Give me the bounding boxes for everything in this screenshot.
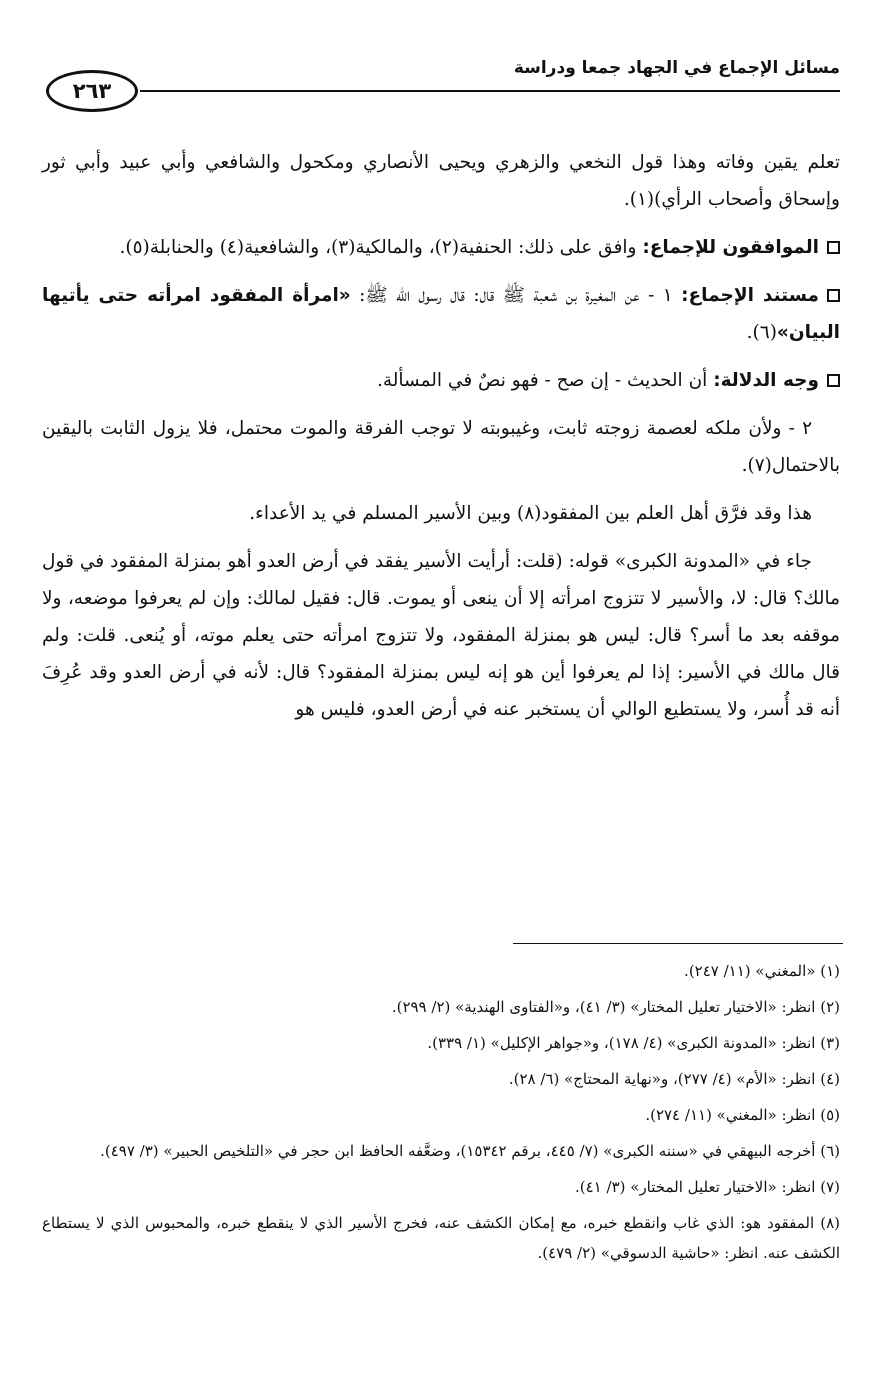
footnote: (٦) أخرجه البيهقي في «سننه الكبرى» (٧/ ٤٤٥، برقم ١٥٣٤٢)، وضعَّفه الحافظ ابن حجر في «التلخيص الحبير» (٣/ ٤٩٧). [100, 1142, 840, 1160]
square-bullet-icon [827, 374, 840, 387]
paragraph-consensus-agreers [42, 229, 840, 266]
section-text: ١ - عن المغيرة بن شعبة ﷺ قال: قال رسول الله ﷺ: [359, 285, 673, 306]
paragraph-7: جاء في «المدونة الكبرى» قوله: (قلت: أرأيت الأسير يفقد في أرض العدو أهو بمنزلة المفقود في قول مالك؟ قال: لا، والأسير لا تتزوج امرأته إلا أن ينعى أو يموت. قال: فقيل لمالك: وإن لم يعرفوا موضعه، ولا موقفه بعد ما أسر؟ قال: ليس هو بمنزلة المفقود، ولا تتزوج امرأته حتى يعلم موته، أو يُنعى. قلت: ولم قال مالك في الأسير: إذا لم يعرفوا أين هو إنه ليس بمنزلة المفقود؟ قال: لأنه في أرض العدو وقد عُرِفَ أنه قد أُسر، ولا يستطيع الوالي أن يستخبر عنه في أرض العدو، فليس هو [42, 551, 840, 720]
hadith-quote: «امرأة المفقود امرأته حتى يأتيها البيان» [42, 285, 840, 343]
section-lead: مستند الإجماع: [681, 285, 819, 306]
footnote: (٤) انظر: «الأم» (٤/ ٢٧٧)، و«نهاية المحتاج» (٦/ ٢٨). [508, 1070, 840, 1088]
footnote-separator [513, 943, 843, 944]
footnotes [42, 956, 840, 1274]
paragraph-evidence [42, 362, 840, 399]
footnote: (٢) انظر: «الاختيار تعليل المختار» (٣/ ٤١)، و«الفتاوى الهندية» (٢/ ٢٩٩). [391, 998, 840, 1016]
running-title: مسائل الإجماع في الجهاد جمعا ودراسة [513, 58, 840, 78]
square-bullet-icon [827, 289, 840, 302]
paragraph-6: هذا وقد فرَّق أهل العلم بين المفقود(٨) وبين الأسير المسلم في يد الأعداء. [249, 503, 812, 524]
footnote: (٧) انظر: «الاختيار تعليل المختار» (٣/ ٤١). [575, 1178, 840, 1196]
page-header [40, 40, 840, 120]
main-text [42, 144, 840, 739]
section-text: وافق على ذلك: الحنفية(٢)، والمالكية(٣)، والشافعية(٤) والحنابلة(٥). [119, 237, 637, 258]
footnote: (٣) انظر: «المدونة الكبرى» (٤/ ١٧٨)، و«جواهر الإكليل» (١/ ٣٣٩). [427, 1034, 840, 1052]
footnote: (٨) المفقود هو: الذي غاب وانقطع خبره، مع إمكان الكشف عنه، فخرج الأسير الذي لا ينقطع خبره، والمحبوس الذي لا يستطاع الكشف عنه. انظر: «حاشية الدسوقي» (٢/ ٤٧٩). [42, 1214, 840, 1262]
square-bullet-icon [827, 241, 840, 254]
section-text: أن الحديث - إن صح - فهو نصٌ في المسألة. [376, 370, 708, 391]
header-rule [140, 90, 840, 92]
footnote: (١) «المغني» (١١/ ٢٤٧). [684, 962, 840, 980]
paragraph-5: ٢ - ولأن ملكه لعصمة زوجته ثابت، وغيبوبته لا توجب الفرقة والموت محتمل، فلا يزول الثابت باليقين بالاحتمال(٧). [42, 418, 840, 476]
page-number: ٢٦٣ [46, 70, 138, 112]
paragraph-1: تعلم يقين وفاته وهذا قول النخعي والزهري ويحيى الأنصاري ومكحول والشافعي وأبي عبيد وأبي ثور وإسحاق وأصحاب الرأي)(١). [42, 152, 840, 210]
footnote: (٥) انظر: «المغني» (١١/ ٢٧٤). [645, 1106, 840, 1124]
section-lead: وجه الدلالة: [713, 370, 819, 391]
section-lead: الموافقون للإجماع: [642, 237, 819, 258]
paragraph-consensus-basis [42, 277, 840, 351]
footnote-ref: (٦). [746, 322, 777, 343]
